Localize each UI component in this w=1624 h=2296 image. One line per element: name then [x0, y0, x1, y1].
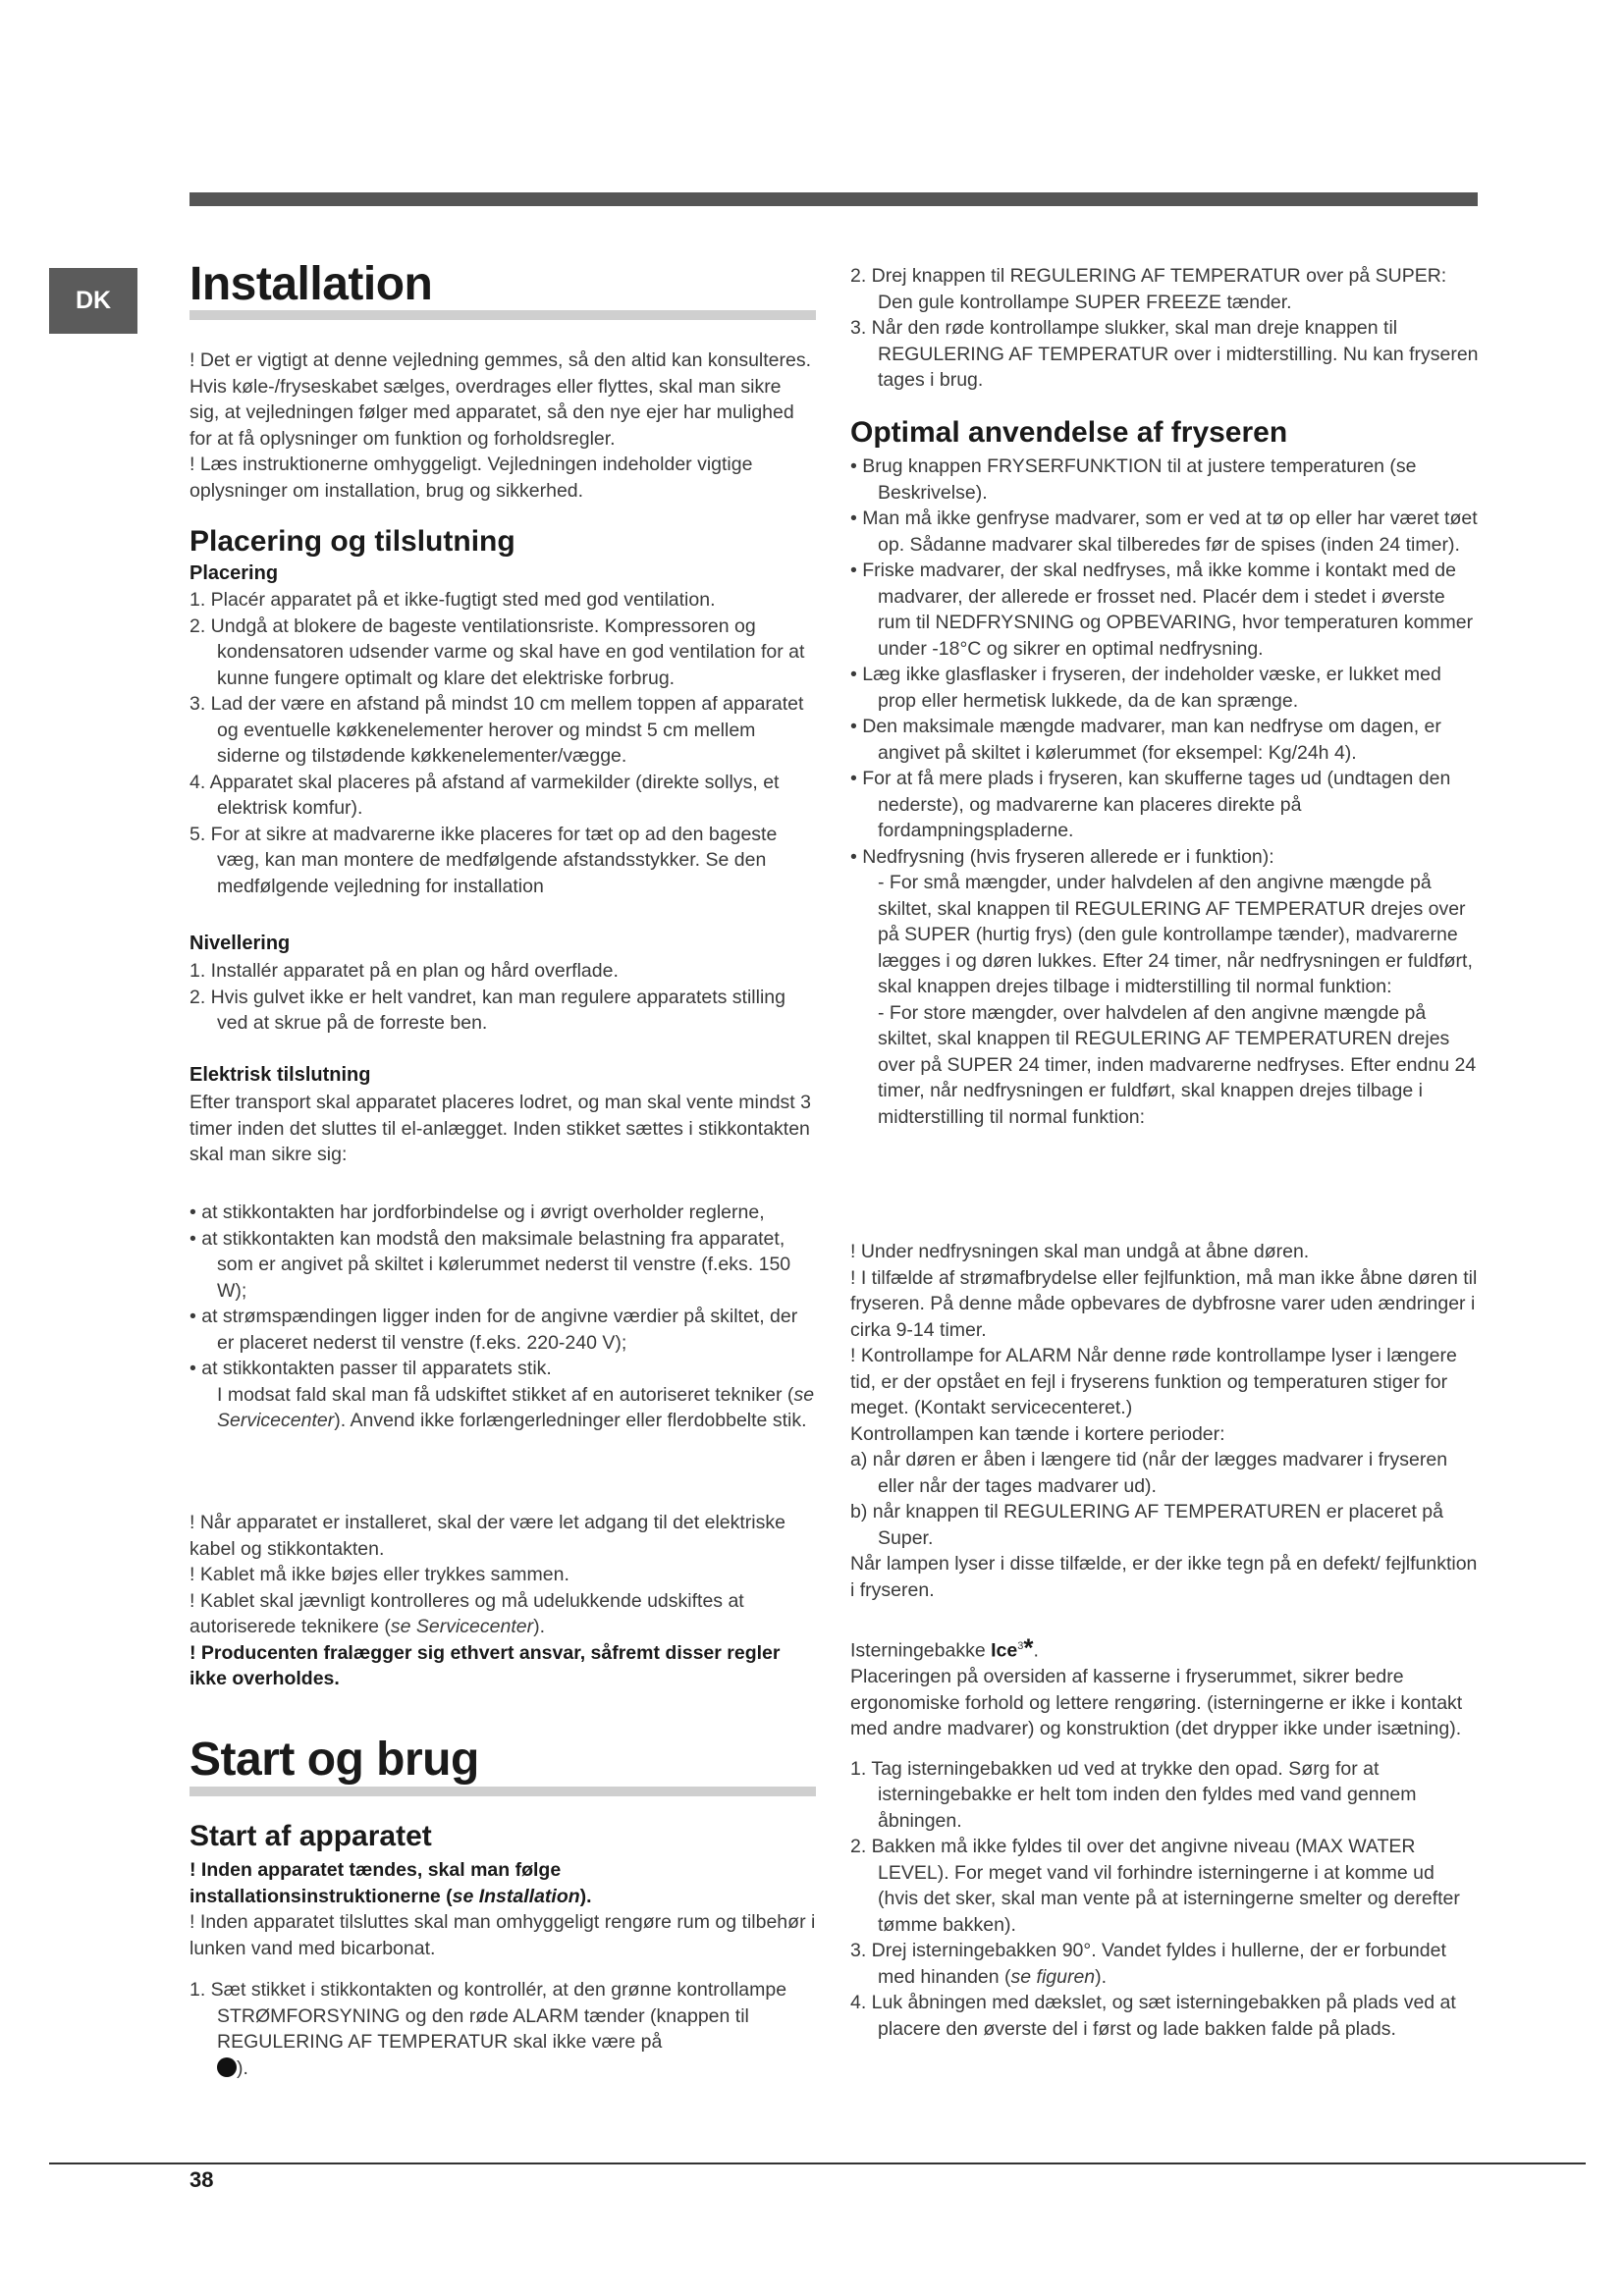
list-item: 2. Drej knappen til REGULERING AF TEMPERATUR over på SUPER: Den gule kontrollampe SUPER FREEZE tænder. — [850, 265, 1447, 313]
list-item: 2. Undgå at blokere de bageste ventilationsriste. Kompressoren og kondensatoren udsender varme og skal have en god ventilation for at kunne fungere optimalt og klare det elektriske forbrug. — [189, 614, 805, 689]
list-item: • Læg ikke glasflasker i fryseren, der indeholder væske, er lukket med prop eller hermetisk lukkede, da de kan sprænge. — [850, 664, 1441, 712]
placering-subtitle: Placering — [189, 562, 279, 584]
list-item: • Brug knappen FRYSERFUNKTION til at justere temperaturen (se Beskrivelse). — [850, 455, 1417, 504]
list-item: 3. Når den røde kontrollampe slukker, skal man dreje knappen til REGULERING AF TEMPERATUR over i midterstilling. Nu kan fryseren tages i brug. — [850, 317, 1479, 391]
nivellering-list — [189, 958, 816, 1037]
warning-text: ! Kablet må ikke bøjes eller trykkes sammen. — [189, 1564, 569, 1585]
title-rule — [189, 310, 816, 320]
header-bar — [189, 192, 1478, 206]
footer-rule — [49, 2163, 1586, 2164]
page-number: 38 — [189, 2167, 214, 2192]
periods-intro: Kontrollampen kan tænde i kortere perioder: — [850, 1422, 1225, 1445]
text-run: ). — [1095, 1965, 1108, 1988]
list-item: • Den maksimale mængde madvarer, man kan nedfryse om dagen, er angivet på skiltet i kølerummet (for eksempel: Kg/24h 4). — [850, 716, 1441, 764]
nedfrysning-large: - For store mængder, over halvdelen af den angivne mængde på skiltet, skal knappen til REGULERING AF TEMPERATUREN drejes over på SUPER 24 timer, inden madvarerne nedfryses. Efter endnu 24 timer, når nedfrysningen er fuldført, skal knappen drejes tilbage i midterstilling til normal funktion: — [878, 1001, 1477, 1128]
warning-text: ! Kontrollampe for ALARM Når denne røde kontrollampe lyser i længere tid, er der opstået en fejl i fryserens funktion og temperaturen stiger for meget. (Kontakt servicecenteret.) — [850, 1345, 1457, 1418]
dot-icon — [217, 2057, 237, 2077]
list-item: • at stikkontakten kan modstå den maksimale belastning fra apparatet, som er angivet på skiltet i kølerummet nederst til venstre (f.eks. 150 W); — [189, 1227, 791, 1302]
elektrisk-title: Elektrisk tilslutning — [189, 1064, 371, 1086]
list-item: 3. Lad der være en afstand på mindst 10 cm mellem toppen af apparatet og eventuelle køkkenelementer herover og mindst 5 cm mellem siderne og tilstødende køkkenelementer/vægge. — [189, 693, 804, 767]
language-tab: DK — [49, 268, 137, 334]
text-run: ). Anvend ikke forlængerledninger eller flerdobbelte stik. — [334, 1410, 807, 1431]
text-run: ! Kablet skal jævnligt kontrolleres og må udelukkende udskiftes at autoriserede teknikere ( — [189, 1589, 744, 1637]
text-run: 3. Drej isterningebakken 90°. Vandet fyldes i hullerne, der er forbundet med hinanden ( — [850, 1940, 1446, 1988]
text-run: I modsat fald skal man få udskiftet stikket af en autoriseret tekniker ( — [217, 1383, 794, 1406]
text-run: ). — [579, 1885, 592, 1907]
installation-title: Installation — [189, 258, 433, 310]
figure-link-text: se figuren — [1010, 1965, 1096, 1988]
title-rule — [189, 1787, 816, 1796]
list-item: 1. Placér apparatet på et ikke-fugtigt sted med god ventilation. — [189, 589, 716, 611]
list-item — [189, 1977, 816, 2081]
list-item: 4. Apparatet skal placeres på afstand af varmekilder (direkte sollys, et elektrisk komfur). — [189, 771, 780, 819]
list-item: • Man må ikke genfryse madvarer, som er ved at tø op eller har været tøet op. Sådanne madvarer skal tilberedes før de spises (inden 24 timer). — [850, 507, 1478, 556]
list-item: • Nedfrysning (hvis fryseren allerede er i funktion): — [850, 845, 1274, 868]
placering-title: Placering og tilslutning — [189, 525, 515, 558]
text-run: ! Inden apparatet tændes, skal man følge installationsinstruktionerne ( — [189, 1859, 562, 1907]
list-item: • at stikkontakten har jordforbindelse og i øvrigt overholder reglerne, — [189, 1201, 765, 1223]
warning-text-bold: ! Producenten fralægger sig ethvert ansvar, såfremt disser regler ikke overholdes. — [189, 1641, 781, 1689]
list-item: • For at få mere plads i fryseren, kan skufferne tages ud (undtagen den nederste), og madvarerne kan placeres direkte på fordampningspladerne. — [850, 768, 1451, 841]
installation-intro — [189, 347, 816, 504]
ice-title — [850, 1633, 1479, 1664]
service-link-text: se Servicecenter — [390, 1616, 534, 1637]
list-item: • Friske madvarer, der skal nedfryses, må ikke komme i kontakt med de madvarer, der allerede er frosset ned. Placér dem i stedet i øverste rum til NEDFRYSNING og OPBEVARING, hvor temperaturen kommer under -18°C og sikrer en optimal nedfrysning. — [850, 560, 1474, 660]
star-icon: * — [1023, 1632, 1034, 1663]
intro-paragraph: ! Det er vigtigt at denne vejledning gemmes, så den altid kan konsulteres. Hvis køle-/fryseskabet sælges, overdrages eller flyttes, skal man sikre sig, at vejledningen følger med apparatet, så den nye ejer har mulighed for at få oplysninger om funktion og forholdsregler. — [189, 349, 812, 450]
ice-description: Placeringen på oversiden af kasserne i fryserummet, sikrer bedre ergonomiske forhold og lettere rengøring. (isterningerne er ikke i kontakt med andre madvarer) og konstruktion (det drypper ikke under isætning). — [850, 1666, 1463, 1739]
elektrisk-bullets — [189, 1200, 816, 1434]
start-steps-continued — [850, 263, 1479, 394]
list-item: 1. Tag isterningebakken ud ved at trykke den opad. Sørg for at isterningebakke er helt tom inden den fyldes med vand gennem åbningen. — [850, 1757, 1417, 1832]
warning-text — [189, 1588, 816, 1640]
list-item: 2. Bakken må ikke fyldes til over det angivne niveau (MAX WATER LEVEL). For meget vand vil forhindre isterningerne i at komme ud (hvis det sker, skal man vente på at isterningerne smelter og derefter tømme bakken). — [850, 1836, 1460, 1936]
warning-text: ! Når apparatet er installeret, skal der være let adgang til det elektriske kabel og stikkontakten. — [189, 1512, 785, 1560]
ice-brand: Ice — [991, 1639, 1018, 1662]
text-run: 1. Sæt stikket i stikkontakten og kontrollér, at den grønne kontrollampe STRØMFORSYNING og den røde ALARM tænder (knappen til REGULERING AF TEMPERATUR skal ikke være på — [189, 1979, 787, 2053]
list-item: • at strømspændingen ligger inden for de angivne værdier på skiltet, der er placeret nederst til venstre (f.eks. 220-240 V); — [189, 1306, 798, 1354]
elektrisk-intro: Efter transport skal apparatet placeres lodret, og man skal vente mindst 3 timer inden det sluttes til el-anlægget. Inden stikket sættes i stikkontakten skal man sikre sig: — [189, 1092, 811, 1165]
text-run: Isterningebakke — [850, 1639, 986, 1662]
nivellering-title: Nivellering — [189, 933, 291, 954]
list-item: 1. Installér apparatet på en plan og hård overflade. — [189, 960, 619, 982]
text-run: ). — [533, 1616, 546, 1637]
spacer — [189, 1961, 816, 1977]
freezer-warnings — [850, 1239, 1479, 1603]
spacer — [850, 1742, 1479, 1756]
installation-link-text: se Installation — [452, 1885, 580, 1907]
list-item: • at stikkontakten passer til apparatets stik. — [189, 1358, 552, 1379]
optimal-bullets — [850, 454, 1479, 1130]
list-item — [850, 1938, 1479, 1990]
text-run: ). — [237, 2056, 248, 2079]
warning-text: ! Under nedfrysningen skal man undgå at åbne døren. — [850, 1241, 1310, 1262]
ice-superscript: 3 — [1017, 1640, 1024, 1652]
warning-text: ! I tilfælde af strømafbrydelse eller fejlfunktion, må man ikke åbne døren til fryseren. På denne måde opbevares de dybfrosne varer uden ændringer i cirka 9-14 timer. — [850, 1266, 1478, 1341]
nedfrysning-small: - For små mængder, under halvdelen af den angivne mængde på skiltet, skal knappen til REGULERING AF TEMPERATUR drejes over på SUPER (hurtig frys) (den gule kontrollampe tænder), madvarerne lægges i og døren lukkes. Efter 24 timer, når nedfrysningen er fuldført, skal knappen drejes tilbage i midterstilling til normal funktion: — [878, 872, 1473, 997]
list-item: b) når knappen til REGULERING AF TEMPERATUREN er placeret på Super. — [850, 1501, 1443, 1549]
start-title: Start og brug — [189, 1734, 479, 1786]
start-warning-bold — [189, 1857, 816, 1909]
start-note: ! Inden apparatet tilsluttes skal man omhyggeligt rengøre rum og tilbehør i lunken vand med bicarbonat. — [189, 1911, 816, 1959]
text-run: . — [1033, 1639, 1039, 1662]
start-subtitle: Start af apparatet — [189, 1820, 432, 1852]
list-item: 5. For at sikre at madvarerne ikke placeres for tæt op ad den bageste væg, kan man montere de medfølgende afstandsstykker. Se den medfølgende vejledning for installation — [189, 823, 778, 897]
placering-list — [189, 587, 816, 899]
intro-paragraph: ! Læs instruktionerne omhyggeligt. Vejledningen indeholder vigtige oplysninger om installation, brug og sikkerhed. — [189, 454, 753, 502]
optimal-title: Optimal anvendelse af fryseren — [850, 416, 1288, 449]
ice-section — [850, 1633, 1479, 2042]
installation-warnings — [189, 1510, 816, 1692]
list-item: a) når døren er åben i længere tid (når der lægges madvarer i fryseren eller når der tages madvarer ud). — [850, 1449, 1448, 1497]
start-body — [189, 1857, 816, 2081]
service-link-text: se Servicecenter — [217, 1383, 815, 1431]
list-item: 4. Luk åbningen med dækslet, og sæt isterningebakken på plads ved at placere den øverste del i først og lade bakken falde på plads. — [850, 1992, 1456, 2040]
elektrisk-note — [189, 1382, 816, 1434]
period-note: Når lampen lyser i disse tilfælde, er der ikke tegn på en defekt/ fejlfunktion i fryseren. — [850, 1553, 1478, 1601]
list-item: 2. Hvis gulvet ikke er helt vandret, kan man regulere apparatets stilling ved at skrue på de forreste ben. — [189, 986, 785, 1034]
